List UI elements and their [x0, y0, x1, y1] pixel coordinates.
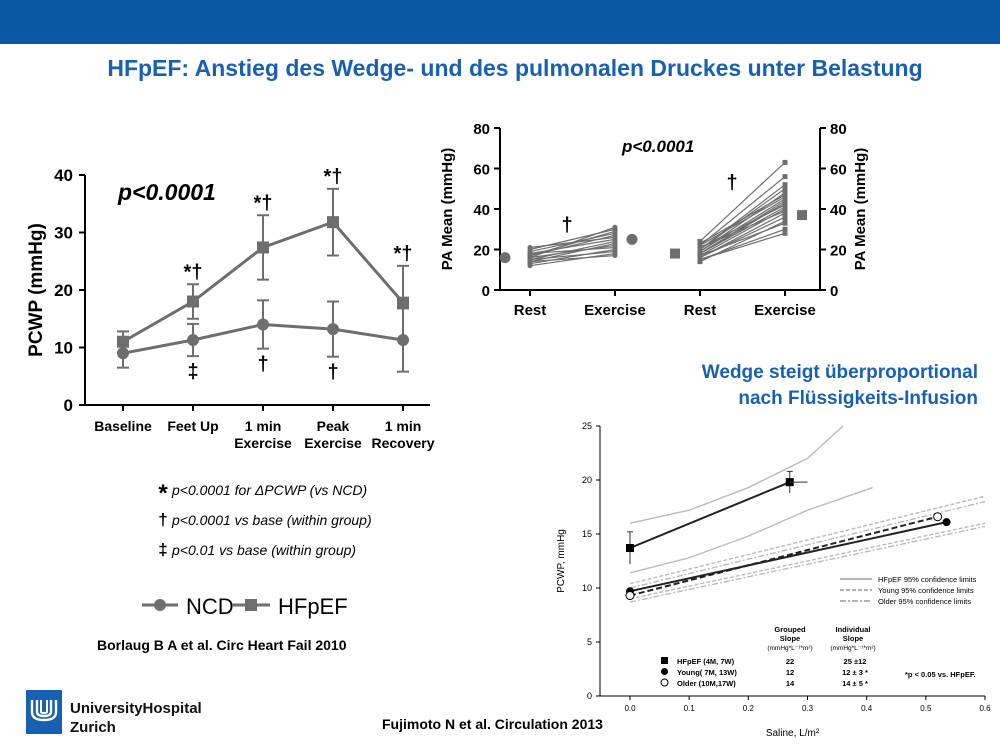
- hfpef-exercise-point: [783, 209, 788, 214]
- table-footnote: *p < 0.05 vs. HFpEF.: [905, 670, 976, 679]
- y-tick-label: 30: [54, 223, 73, 243]
- citation-fujimoto: Fujimoto N et al. Circulation 2013: [382, 716, 603, 732]
- table-header-grouped: Slope: [779, 634, 801, 643]
- x-axis-label: Saline, L/m²: [765, 728, 820, 739]
- x-tick-label: Exercise: [304, 435, 362, 451]
- confidence-legend-label: Older 95% confidence limits: [878, 597, 971, 606]
- confidence-legend-label: HFpEF 95% confidence limits: [878, 575, 977, 584]
- x-tick-label: Exercise: [584, 302, 646, 319]
- y-tick-label: 0: [63, 396, 73, 415]
- hfpef-pair-line: [700, 199, 785, 252]
- data-point-NCD: [257, 319, 269, 331]
- y-tick-label: 5: [586, 637, 592, 647]
- data-point-HFpEF: [117, 336, 129, 348]
- table-individual-slope: 25 ±12: [843, 657, 867, 666]
- ncd-exercise-mean: [627, 234, 638, 245]
- p-value-annotation: p<0.0001: [118, 179, 216, 205]
- ncd-rest-point: [528, 245, 533, 250]
- table-individual-slope: 14 ± 5 *: [842, 679, 868, 688]
- pcwp-chart: [20, 150, 440, 660]
- hfpef-rest-point: [698, 251, 703, 256]
- table-grouped-slope: 14: [785, 679, 795, 688]
- legend-label-hfpef: HFpEF: [278, 594, 348, 619]
- table-header-individual: Slope: [842, 634, 864, 643]
- hfpef-significance-mark: †: [726, 171, 738, 194]
- data-point-HFpEF: [187, 296, 199, 308]
- hfpef-exercise-point: [783, 174, 788, 179]
- hfpef-exercise-point: [783, 200, 788, 205]
- hfpef-pair-line: [700, 197, 785, 246]
- footnote-text: p<0.01 vs base (within group): [172, 542, 357, 558]
- y-tick-label: 0: [481, 283, 490, 300]
- y-tick-label: 60: [473, 161, 490, 179]
- older-point: [934, 513, 942, 521]
- x-tick-label: Exercise: [234, 435, 292, 451]
- table-header-individual: Individual: [835, 625, 871, 634]
- ncd-exercise-point: [613, 235, 618, 240]
- x-tick-label: 0.0: [624, 704, 636, 713]
- y-tick-label-right: 80: [830, 121, 847, 138]
- data-point-NCD: [187, 334, 199, 346]
- y-axis-label-right: PA Mean (mmHg): [852, 147, 869, 271]
- significance-mark: *†: [323, 165, 343, 188]
- ncd-significance-mark: †: [561, 214, 573, 237]
- logo-line-1: UniversityHospital: [70, 700, 202, 717]
- p-value-annotation: p<0.0001: [622, 137, 695, 156]
- y-tick-label-right: 20: [830, 242, 847, 260]
- x-tick-label: 0.1: [683, 704, 695, 713]
- table-row-label: Older (10M,17W): [677, 679, 736, 688]
- y-axis-label-left: PA Mean (mmHg): [439, 147, 456, 271]
- y-axis-label: PCWP, mmHg: [556, 529, 567, 593]
- hfpef-rest-point: [698, 257, 703, 262]
- young-point: [943, 518, 951, 526]
- footnote-text: p<0.0001 vs base (within group): [172, 512, 372, 528]
- table-header-individual: (mmHg*L⁻¹*m²): [830, 645, 876, 652]
- legend-marker-hfpef: [245, 599, 257, 611]
- legend-marker-ncd: [154, 599, 166, 611]
- ncd-exercise-point: [613, 249, 618, 254]
- older-point: [626, 592, 634, 600]
- hfpef-rest-point: [698, 241, 703, 246]
- hfpef-exercise-mean: [797, 210, 807, 220]
- y-tick-label-right: 0: [830, 283, 839, 300]
- hfpef-exercise-point: [783, 231, 788, 236]
- hfpef-exercise-point: [783, 160, 788, 165]
- saline-chart: [540, 412, 1000, 750]
- y-tick-label: 10: [54, 338, 73, 358]
- y-tick-label-right: 40: [830, 202, 847, 219]
- table-marker: [661, 679, 668, 686]
- data-point-NCD: [327, 323, 339, 335]
- slide-title: HFpEF: Anstieg des Wedge- und des pulmonalen Druckes unter Belastung: [107, 55, 923, 81]
- pa-mean-chart: [430, 110, 880, 325]
- y-tick-label: 20: [473, 242, 490, 260]
- hfpef-point: [626, 544, 634, 552]
- y-tick-label: 15: [581, 529, 592, 539]
- footnote-text: p<0.0001 for ΔPCWP (vs NCD): [172, 482, 368, 498]
- hfpef-rest-mean: [670, 249, 680, 259]
- y-tick-label: 80: [473, 121, 490, 138]
- subtitle-line-1: Wedge steigt überproportional: [701, 362, 978, 383]
- y-tick-label-right: 60: [830, 161, 847, 179]
- y-tick-label: 25: [581, 421, 592, 431]
- table-individual-slope: 12 ± 3 *: [842, 668, 868, 677]
- x-tick-label: 0.4: [861, 704, 873, 713]
- ncd-exercise-point: [613, 229, 618, 234]
- data-point-HFpEF: [327, 216, 339, 228]
- y-tick-label: 40: [54, 166, 73, 185]
- x-tick-label: Rest: [513, 302, 547, 319]
- x-tick-label: 1 min: [384, 418, 422, 434]
- wedge-subtitle: [702, 360, 978, 412]
- young-upper-confidence-limit: [630, 496, 985, 583]
- significance-mark: †: [327, 361, 339, 384]
- significance-mark: *†: [253, 192, 273, 215]
- hfpef-exercise-point: [783, 192, 788, 197]
- ncd-rest-point: [528, 253, 533, 258]
- significance-mark: *†: [183, 261, 203, 284]
- legend-label-ncd: NCD: [186, 594, 234, 619]
- y-tick-label: 40: [473, 202, 490, 219]
- table-row-label: HFpEF (4M, 7W): [677, 657, 735, 666]
- x-tick-label: Feet Up: [167, 418, 219, 434]
- x-tick-label: 0.5: [920, 704, 932, 713]
- x-tick-label: Rest: [683, 302, 717, 319]
- logo-line-2: Zurich: [70, 719, 116, 736]
- confidence-legend-label: Young 95% confidence limits: [878, 586, 974, 595]
- university-logo-icon: [26, 690, 62, 734]
- table-header-grouped: (mmHg*L⁻¹*m²): [767, 645, 813, 652]
- hfpef-exercise-point: [783, 221, 788, 226]
- table-marker: [661, 668, 668, 675]
- y-tick-label: 10: [581, 583, 592, 593]
- data-point-HFpEF: [397, 297, 409, 309]
- x-tick-label: 0.3: [801, 704, 814, 713]
- footnote-symbol: ‡: [158, 540, 168, 559]
- logo-wordmark: [70, 699, 202, 737]
- table-row-label: Young( 7M, 13W): [677, 668, 737, 677]
- table-grouped-slope: 12: [785, 668, 795, 677]
- footnote-symbol: †: [158, 510, 168, 529]
- ncd-rest-mean: [500, 252, 511, 263]
- x-tick-label: Baseline: [94, 418, 152, 434]
- significance-mark: *†: [393, 242, 413, 265]
- y-axis-label: PCWP (mmHg): [26, 223, 47, 357]
- hfpef-lower-confidence-limit: [630, 488, 873, 573]
- subtitle-line-2: nach Flüssigkeits-Infusion: [738, 388, 978, 409]
- table-header-grouped: Grouped: [774, 625, 806, 634]
- header-bar: [0, 0, 1000, 44]
- hfpef-exercise-point: [783, 182, 788, 187]
- table-marker: [661, 657, 668, 664]
- footnote-symbol: *: [158, 480, 168, 507]
- x-tick-label: Exercise: [754, 302, 816, 319]
- significance-mark: ‡: [187, 361, 199, 384]
- hfpef-regression-line: [630, 482, 790, 548]
- data-point-HFpEF: [257, 241, 269, 253]
- x-tick-label: 1 min: [244, 418, 282, 434]
- y-tick-label: 0: [586, 691, 592, 701]
- x-tick-label: 0.2: [742, 704, 754, 713]
- x-tick-label: 0.6: [979, 704, 991, 713]
- y-tick-label: 20: [581, 475, 592, 485]
- significance-mark: †: [257, 353, 269, 376]
- citation-borlaug: Borlaug B A et al. Circ Heart Fail 2010: [97, 637, 347, 653]
- x-tick-label: Recovery: [371, 435, 435, 451]
- table-grouped-slope: 22: [785, 657, 795, 666]
- x-tick-label: Peak: [316, 418, 350, 434]
- y-tick-label: 20: [54, 281, 73, 300]
